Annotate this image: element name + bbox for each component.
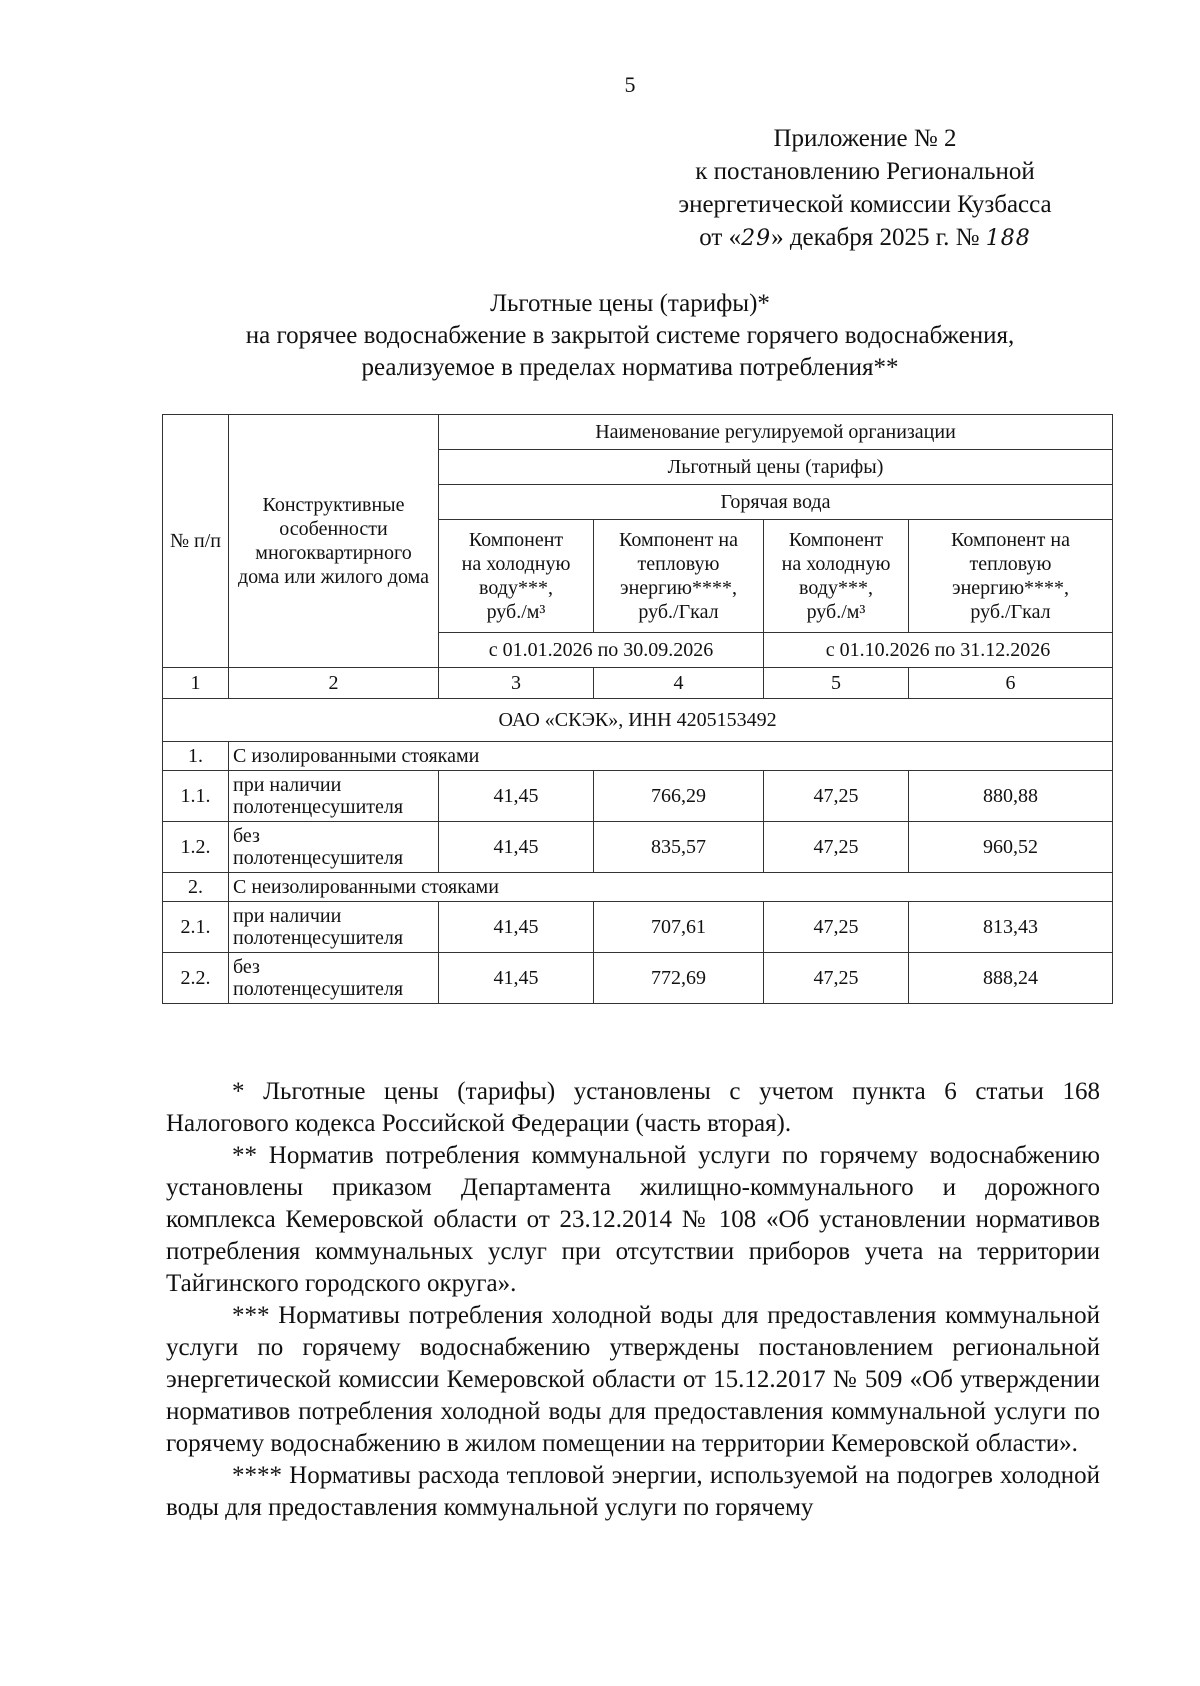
date-prefix: от «	[699, 224, 742, 251]
cell-value: 47,25	[764, 953, 909, 1004]
cell-value: 772,69	[594, 953, 764, 1004]
document-title	[160, 288, 1100, 384]
period-2: с 01.10.2026 по 31.12.2026	[764, 633, 1113, 668]
header-component-heat-1: Компонент на тепловую энергию****, руб./Гкал	[594, 520, 764, 633]
row-number: 1.1.	[163, 771, 229, 822]
appendix-line-2: к постановлению Региональной	[695, 158, 1035, 185]
appendix-line-3: энергетической комиссии Кузбасса	[678, 191, 1052, 218]
appendix-header	[640, 122, 1090, 255]
header-component-cold-water-1: Компонент на холодную воду***, руб./м³	[439, 520, 594, 633]
header-hot-water: Горячая вода	[439, 485, 1113, 520]
cell-value: 47,25	[764, 822, 909, 873]
table-row	[163, 822, 1113, 873]
header-prices: Льготный цены (тарифы)	[439, 450, 1113, 485]
column-number: 3	[439, 668, 594, 699]
title-line-3: реализуемое в пределах норматива потребления**	[361, 354, 899, 381]
cell-value: 766,29	[594, 771, 764, 822]
header-component-heat-2: Компонент на тепловую энергию****, руб./Гкал	[909, 520, 1113, 633]
row-title: при наличии полотенцесушителя	[229, 771, 439, 822]
table-row	[163, 953, 1113, 1004]
group-number: 1.	[163, 742, 229, 771]
group-title: С неизолированными стояками	[229, 873, 1113, 902]
footnote-3: *** Нормативы потребления холодной воды для предоставления коммунальной услуги по горячему водоснабжению утверждены постановлением региональной энергетической комиссии Кемеровской области от 15.12.2017 № 509 «Об утверждении нормативов потребления холодной воды для предоставления коммунальной услуги по горячему водоснабжению в жилом помещении на территории Кемеровской области».	[166, 1302, 1100, 1457]
footnote-4: **** Нормативы расхода тепловой энергии, используемой на подогрев холодной воды для предоставления коммунальной услуги по горячему	[166, 1462, 1100, 1521]
organization-name: ОАО «СКЭК», ИНН 4205153492	[163, 699, 1113, 742]
title-line-1: Льготные цены (тарифы)*	[490, 290, 770, 317]
title-line-2: на горячее водоснабжение в закрытой системе горячего водоснабжения,	[245, 322, 1015, 349]
cell-value: 880,88	[909, 771, 1113, 822]
cell-value: 41,45	[439, 822, 594, 873]
cell-value: 47,25	[764, 771, 909, 822]
row-title: без полотенцесушителя	[229, 822, 439, 873]
cell-value: 835,57	[594, 822, 764, 873]
cell-value: 41,45	[439, 902, 594, 953]
cell-value: 47,25	[764, 902, 909, 953]
row-number: 1.2.	[163, 822, 229, 873]
header-org-name: Наименование регулируемой организации	[439, 415, 1113, 450]
tariff-table	[162, 414, 1113, 1004]
page-number: 5	[624, 72, 636, 97]
table-row	[163, 771, 1113, 822]
column-number: 5	[764, 668, 909, 699]
group-row	[163, 873, 1113, 902]
organization-row	[163, 699, 1113, 742]
group-title: С изолированными стояками	[229, 742, 1113, 771]
header-row-org	[163, 415, 1113, 450]
handwritten-day: 29	[741, 226, 772, 251]
table-row	[163, 902, 1113, 953]
header-component-cold-water-2: Компонент на холодную воду***, руб./м³	[764, 520, 909, 633]
cell-value: 888,24	[909, 953, 1113, 1004]
header-no: № п/п	[163, 415, 229, 668]
column-number: 1	[163, 668, 229, 699]
appendix-title: Приложение № 2	[773, 125, 957, 152]
row-number: 2.1.	[163, 902, 229, 953]
appendix-date-line	[640, 221, 1090, 255]
date-middle: » декабря 2025 г. №	[771, 224, 986, 251]
header-design: Конструктивные особенности многоквартирного дома или жилого дома	[229, 415, 439, 668]
handwritten-number: 188	[985, 226, 1031, 251]
group-number: 2.	[163, 873, 229, 902]
column-number: 4	[594, 668, 764, 699]
period-1: с 01.01.2026 по 30.09.2026	[439, 633, 764, 668]
cell-value: 41,45	[439, 771, 594, 822]
row-title: без полотенцесушителя	[229, 953, 439, 1004]
row-number: 2.2.	[163, 953, 229, 1004]
row-title: при наличии полотенцесушителя	[229, 902, 439, 953]
column-number-row	[163, 668, 1113, 699]
column-number: 2	[229, 668, 439, 699]
column-number: 6	[909, 668, 1113, 699]
footnotes	[166, 1076, 1100, 1524]
cell-value: 813,43	[909, 902, 1113, 953]
footnote-1: * Льготные цены (тарифы) установлены с учетом пункта 6 статьи 168 Налогового кодекса Российской Федерации (часть вторая).	[166, 1078, 1100, 1137]
footnote-2: ** Норматив потребления коммунальной услуги по горячему водоснабжению установлены приказом Департамента жилищно-коммунального и дорожного комплекса Кемеровской области от 23.12.2014 № 108 «Об установлении нормативов потребления коммунальных услуг при отсутствии приборов учета на территории Тайгинского городского округа».	[166, 1142, 1100, 1297]
cell-value: 960,52	[909, 822, 1113, 873]
cell-value: 41,45	[439, 953, 594, 1004]
group-row	[163, 742, 1113, 771]
cell-value: 707,61	[594, 902, 764, 953]
